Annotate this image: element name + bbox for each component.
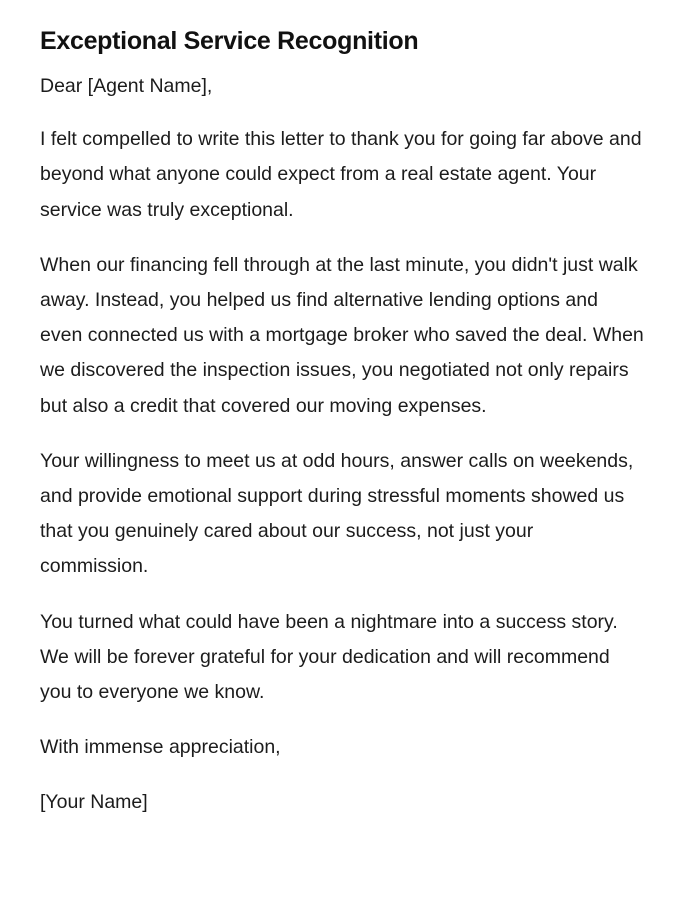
letter-greeting: Dear [Agent Name], [40, 75, 213, 97]
letter-closing: With immense appreciation, [40, 736, 281, 759]
letter-document [40, 24, 645, 841]
letter-paragraph-2: When our financing fell through at the last minute, you didn't just walk away. Instead, you helped us find alternative lending options and even connected us with a mortgage broker who saved the deal. When we discovered the inspection issues, you negotiated not only repairs but also a credit that covered our moving expenses. [40, 253, 644, 417]
letter-paragraph-1: I felt compelled to write this letter to thank you for going far above and beyond what anyone could expect from a real estate agent. Your service was truly exceptional. [40, 128, 642, 221]
letter-paragraph-3: Your willingness to meet us at odd hours, answer calls on weekends, and provide emotional support during stressful moments showed us that you genuinely cared about our success, not just your commission. [40, 449, 634, 578]
letter-paragraph-4: You turned what could have been a nightmare into a success story. We will be forever grateful for your dedication and will recommend you to everyone we know. [40, 610, 618, 704]
letter-signature: [Your Name] [40, 791, 148, 814]
letter-title: Exceptional Service Recognition [40, 27, 419, 55]
